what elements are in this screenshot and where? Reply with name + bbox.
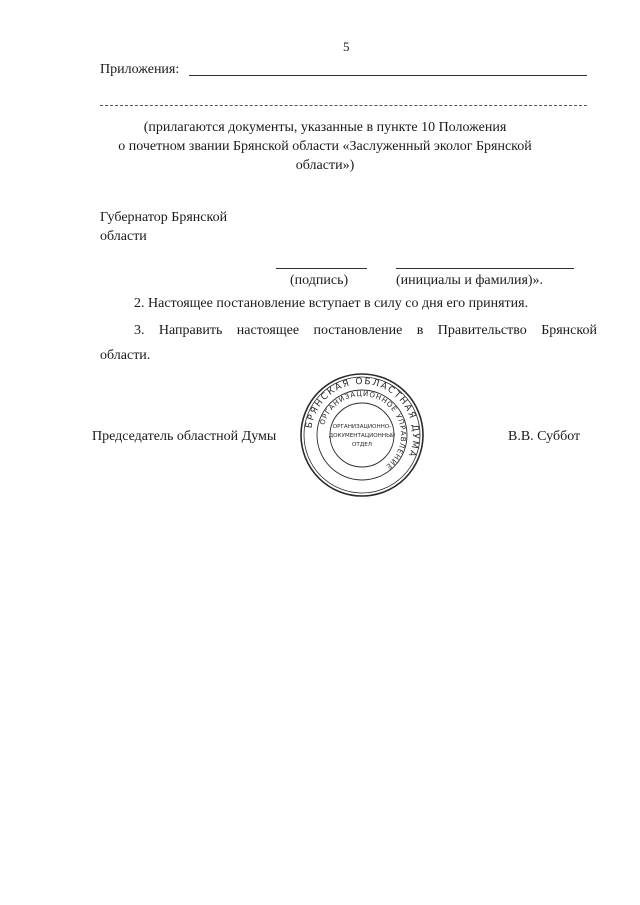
p3-word: Правительство [437,323,527,338]
signature-line [276,268,367,269]
governor-title-line-2: области [100,229,147,244]
governor-title-line-1: Губернатор Брянской [100,210,228,225]
attachments-note-line-2: о почетном звании Брянской области «Заслуженный эколог Брянской [118,139,532,154]
seal-center-line-3: ОТДЕЛ [352,442,372,448]
p3-word: 3. [134,323,145,338]
attachments-note-line-1: (прилагаются документы, указанные в пункте 10 Положения [143,120,507,135]
attachments-fill-line-2 [100,105,587,106]
page-number: 5 [343,39,350,54]
p3-word: в [416,323,424,338]
seal-center-line-1: ОРГАНИЗАЦИОННО- [332,424,392,430]
name-caption: (инициалы и фамилия)». [396,273,544,288]
attachments-note-line-3: области») [295,158,355,173]
official-seal [299,372,425,498]
seal-outer-text: БРЯНСКАЯ ОБЛАСТНАЯ ДУМА [304,376,421,460]
signature-caption: (подпись) [290,273,349,288]
attachments-label: Приложения: [100,62,180,77]
p3-word: Направить [158,323,223,338]
seal-inner-text: ОРГАНИЗАЦИОННОЕ УПРАВЛЕНИЕ [318,389,408,472]
paragraph-3-line-1 [134,322,597,340]
seal-center-line-2: ДОКУМЕНТАЦИОННЫЙ [328,433,396,439]
paragraph-3-line-2: области. [100,348,151,363]
p3-word: постановление [313,323,403,338]
attachments-note [90,118,560,175]
signatory-title: Председатель областной Думы [92,429,277,444]
paragraph-2: 2. Настоящее постановление вступает в силу со дня его принятия. [134,296,529,311]
name-line [396,268,574,269]
signatory-name: В.В. Суббот [508,429,581,444]
p3-word: Брянской [541,323,597,338]
attachments-fill-line-1 [189,75,587,76]
p3-word: настоящее [236,323,300,338]
